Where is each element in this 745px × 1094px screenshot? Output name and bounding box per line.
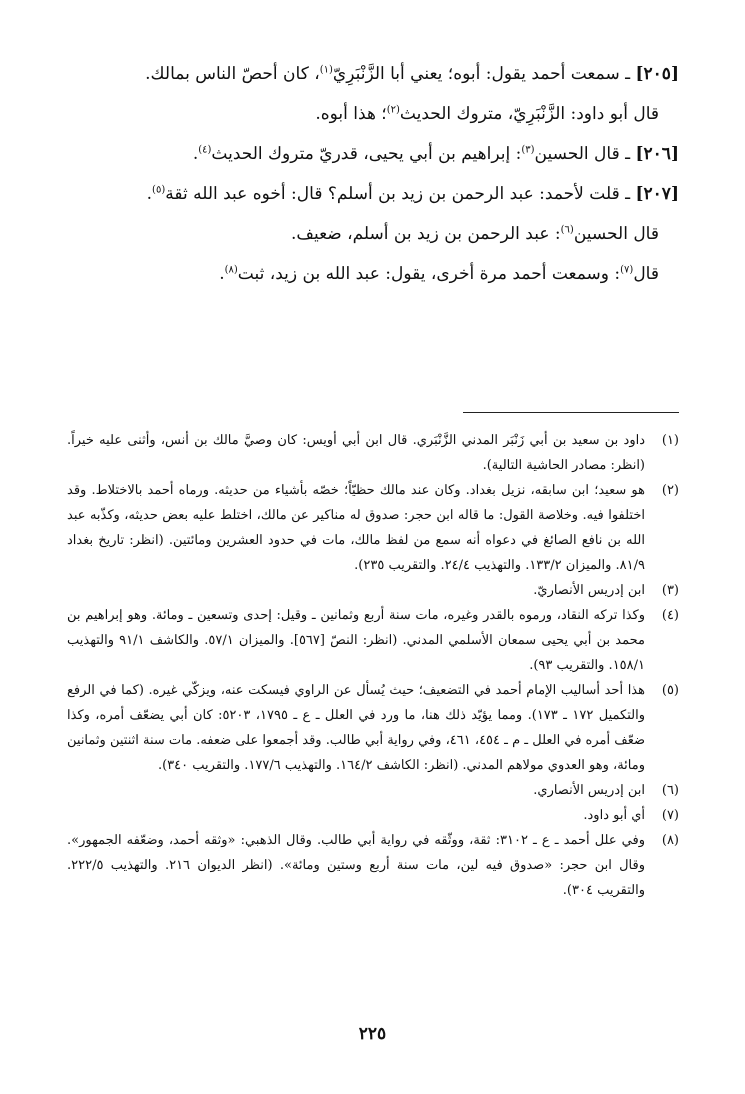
footnote-ref[interactable]: (٣)	[521, 144, 535, 156]
footnote-ref[interactable]: (٧)	[620, 264, 634, 276]
entry-number: [٢٠٥]	[635, 64, 679, 84]
footnote	[67, 578, 679, 603]
entry-205	[77, 58, 679, 90]
footnote-text: هذا أحد أساليب الإمام أحمد في التضعيف؛ حيث يُسأل عن الراوي فيسكت عنه، ويزكّي غيره. (كما في الرفع والتكميل ١٧٢ ـ ١٧٣). ومما يؤيّد ذلك هنا، ما ورد في العلل ـ ع ـ ١٧٩٥، ٥٢٠٣: كان أبي يضعّف أمره، وكذا ضعّف أمره في العلل ـ م ـ ٤٥٤، ٤٦١، وفي رواية أبي طالب. وقد أجمعوا على ضعفه. مات سنة اثنتين وثمانين ومائة، وهو العدوي مولاهم المدني. (انظر: الكاشف ١٦٤/٢. والتهذيب ١٧٧/٦. والتقريب ٣٤٠).	[67, 683, 646, 773]
footnote-text: وكذا تركه النقاد، ورموه بالقدر وغيره، مات سنة أربع وثمانين ـ وقيل: إحدى وتسعين ـ ومائة. وهو إبراهيم بن محمد بن أبي يحيى سمعان الأسلمي المدني. (انظر: النصّ [٥٦٧]. والميزان ٥٧/١. والكاشف ٩١/١ والتهذيب ١٥٨/١. والتقريب ٩٣).	[67, 608, 645, 673]
entry-text: قال الحسين	[573, 224, 659, 244]
entry-text: : إبراهيم بن أبي يحيى، قدريّ متروك الحديث	[211, 144, 522, 164]
footnote-text: وفي علل أحمد ـ ع ـ ٣١٠٢: ثقة، ووثّقه في رواية أبي طالب. وقال الذهبي: «وثقه أحمد، وضعّفه الجمهور». وقال ابن حجر: «صدوق فيه لين، مات سنة أربع وستين ومائة». (انظر الديوان ٢١٦. والتهذيب ٢٢٢/٥. والتقريب ٣٠٤).	[67, 833, 646, 898]
footnote-ref[interactable]: (٥)	[152, 184, 166, 196]
entry-number: [٢٠٧]	[635, 184, 679, 204]
footnote-number: (١)	[661, 433, 679, 448]
entry-text: ؛ هذا أبوه.	[315, 104, 387, 124]
footnote-text: ابن إدريس الأنصاري.	[533, 783, 645, 798]
entry-text: .	[219, 264, 225, 284]
footnote-number: (٣)	[661, 583, 679, 598]
entry-text: ، كان أحصّ الناس بمالك.	[145, 64, 320, 84]
footnote-ref[interactable]: (٤)	[198, 144, 212, 156]
footnote	[67, 678, 679, 778]
footnote-ref[interactable]: (٢)	[386, 104, 400, 116]
main-text	[77, 58, 679, 298]
entry-text: قال أبو داود: الزَّنْبَرِيّ، متروك الحديث	[399, 104, 659, 124]
footnotes	[67, 428, 679, 903]
entry-207-comment-2	[77, 258, 679, 290]
entry-text: .	[146, 184, 153, 204]
footnote	[67, 478, 679, 578]
entry-text: ـ قال الحسين	[534, 144, 636, 164]
footnote-ref[interactable]: (٨)	[224, 264, 238, 276]
footnote	[67, 428, 679, 478]
footnote-number: (٦)	[661, 783, 679, 798]
footnote-number: (٥)	[661, 683, 679, 698]
footnote-text: ابن إدريس الأنصاريّ.	[533, 583, 645, 598]
footnote-separator	[463, 412, 679, 413]
entry-207-comment	[77, 218, 679, 250]
footnote-number: (٨)	[661, 833, 679, 848]
footnote	[67, 828, 679, 903]
footnote-ref[interactable]: (١)	[319, 64, 333, 76]
footnote	[67, 778, 679, 803]
footnote-text: هو سعيد؛ ابن سابقه، نزيل بغداد. وكان عند مالك حظيّاً؛ خصّه بأشياء من حديثه. ورماه أحمد بالاختلاط. وقد اختلفوا فيه. وخلاصة القول: ما قاله ابن حجر: صدوق له مناكير عن مالك، اختلط عليه بعض حديثه، وكذّبه عبد الله بن نافع الصائغ في دعواه أنه سمع من لفظ مالك، مات في حدود العشرين ومائتين. (انظر: تاريخ بغداد ٨١/٩. والميزان ١٣٣/٢. والتهذيب ٢٤/٤. والتقريب ٢٣٥).	[67, 483, 645, 573]
footnote-text: أي أبو داود.	[583, 808, 645, 823]
entry-number: [٢٠٦]	[635, 144, 679, 164]
entry-text: : عبد الرحمن بن زيد بن أسلم، ضعيف.	[290, 224, 561, 244]
footnote-ref[interactable]: (٦)	[560, 224, 574, 236]
footnote-number: (٤)	[661, 608, 679, 623]
entry-206	[77, 138, 679, 170]
footnote-number: (٧)	[661, 808, 679, 823]
entry-207	[77, 178, 679, 210]
entry-text: ـ سمعت أحمد يقول: أبوه؛ يعني أبا الزَّنْبَرِيّ	[332, 64, 636, 84]
footnote-text: داود بن سعيد بن أبي زَنْبَر المدني الزَّنْبَري. قال ابن أبي أويس: كان وصيَّ مالك بن أنس، وأثنى عليه خيراً. (انظر: مصادر الحاشية التالية).	[67, 433, 645, 473]
entry-text: : وسمعت أحمد مرة أخرى، يقول: عبد الله بن زيد، ثبت	[237, 264, 621, 284]
page-number: ٢٢٥	[358, 1024, 387, 1044]
footnote	[67, 803, 679, 828]
entry-text: ـ قلت لأحمد: عبد الرحمن بن زيد بن أسلم؟ قال: أخوه عبد الله ثقة	[165, 184, 636, 204]
footnote-number: (٢)	[661, 483, 679, 498]
entry-205-comment	[77, 98, 679, 130]
entry-text: .	[192, 144, 199, 164]
footnote	[67, 603, 679, 678]
entry-text: قال	[633, 264, 659, 284]
